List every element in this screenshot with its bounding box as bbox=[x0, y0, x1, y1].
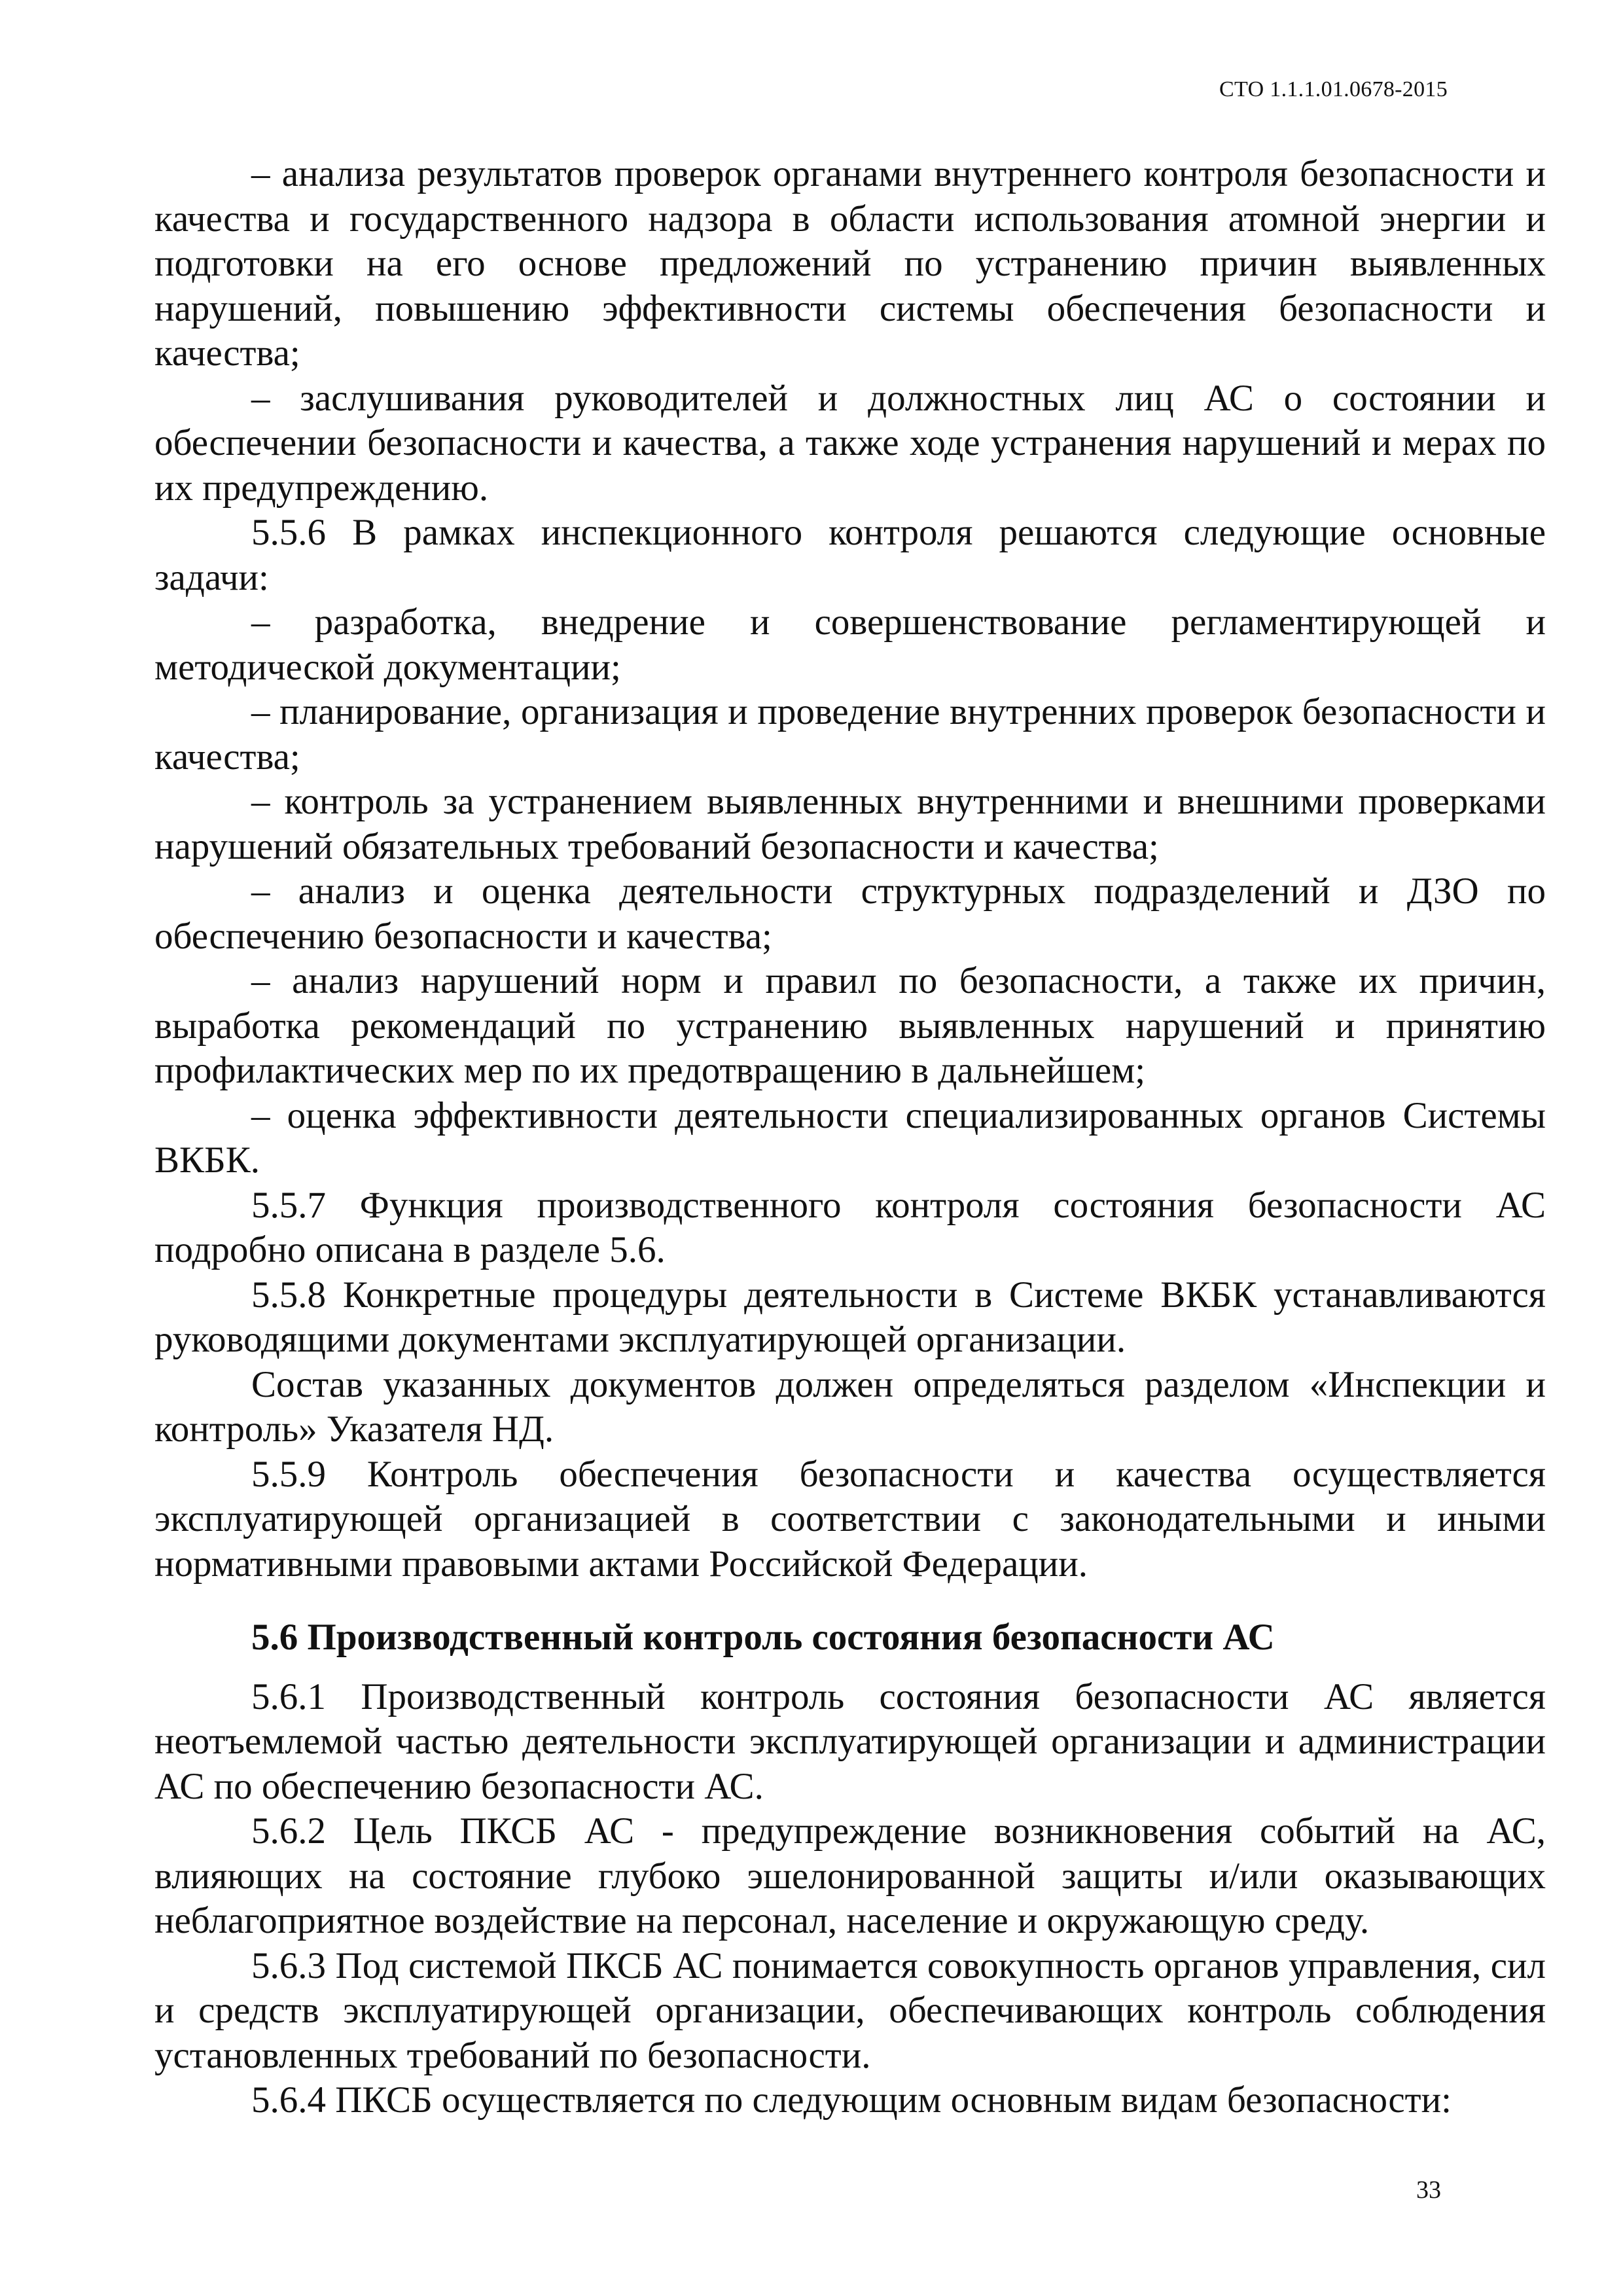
paragraph: – планирование, организация и проведение внутренних проверок безопасности и качества; bbox=[154, 691, 1546, 778]
paragraph: – анализ и оценка деятельности структурных подразделений и ДЗО по обеспечению безопасности и качества; bbox=[154, 870, 1546, 957]
paragraph: – анализа результатов проверок органами внутреннего контроля безопасности и качества и государственного надзора в области использования атомной энергии и подготовки на его основе предложений по устранению причин выявленных нарушений, повышению эффективности системы обеспечения безопасности и качества; bbox=[154, 153, 1546, 374]
section-heading: 5.6 Производственный контроль состояния безопасности АС bbox=[251, 1617, 1275, 1658]
paragraph: 5.5.6 В рамках инспекционного контроля решаются следующие основные задачи: bbox=[154, 512, 1546, 598]
paragraph: 5.6.4 ПКСБ осуществляется по следующим основным видам безопасности: bbox=[251, 2079, 1452, 2121]
paragraph: 5.5.9 Контроль обеспечения безопасности и качества осуществляется эксплуатирующей организацией в соответствии с законодательными и иными нормативными правовыми актами Российской Федерации. bbox=[154, 1453, 1546, 1585]
document-code: СТО 1.1.1.01.0678-2015 bbox=[1219, 77, 1448, 101]
paragraph: 5.5.7 Функция производственного контроля состояния безопасности АС подробно описана в разделе 5.6. bbox=[154, 1184, 1546, 1270]
paragraph: – разработка, внедрение и совершенствование регламентирующей и методической документации; bbox=[154, 601, 1546, 688]
paragraph: – оценка эффективности деятельности специализированных органов Системы ВКБК. bbox=[154, 1094, 1546, 1181]
page-body bbox=[154, 152, 1546, 2123]
paragraph: – контроль за устранением выявленных внутренними и внешними проверками нарушений обязательных требований безопасности и качества; bbox=[154, 781, 1546, 867]
paragraph: – заслушивания руководителей и должностных лиц АС о состоянии и обеспечении безопасности и качества, а также ходе устранения нарушений и мерах по их предупреждению. bbox=[154, 377, 1546, 509]
paragraph: 5.6.3 Под системой ПКСБ АС понимается совокупность органов управления, сил и средств эксплуатирующей организации, обеспечивающих контроль соблюдения установленных требований по безопасности. bbox=[154, 1945, 1546, 2076]
paragraph: 5.6.2 Цель ПКСБ АС - предупреждение возникновения событий на АС, влияющих на состояние глубоко эшелонированной защиты и/или оказывающих неблагоприятное воздействие на персонал, население и окружающую среду. bbox=[154, 1810, 1546, 1941]
page-number: 33 bbox=[1416, 2176, 1441, 2204]
paragraph: – анализ нарушений норм и правил по безопасности, а также их причин, выработка рекомендаций по устранению выявленных нарушений и принятию профилактических мер по их предотвращению в дальнейшем; bbox=[154, 960, 1546, 1091]
paragraph: 5.5.8 Конкретные процедуры деятельности в Системе ВКБК устанавливаются руководящими документами эксплуатирующей организации. bbox=[154, 1274, 1546, 1360]
paragraph: 5.6.1 Производственный контроль состояния безопасности АС является неотъемлемой частью деятельности эксплуатирующей организации и администрации АС по обеспечению безопасности АС. bbox=[154, 1676, 1546, 1807]
paragraph: Состав указанных документов должен определяться разделом «Инспекции и контроль» Указателя НД. bbox=[154, 1363, 1546, 1450]
